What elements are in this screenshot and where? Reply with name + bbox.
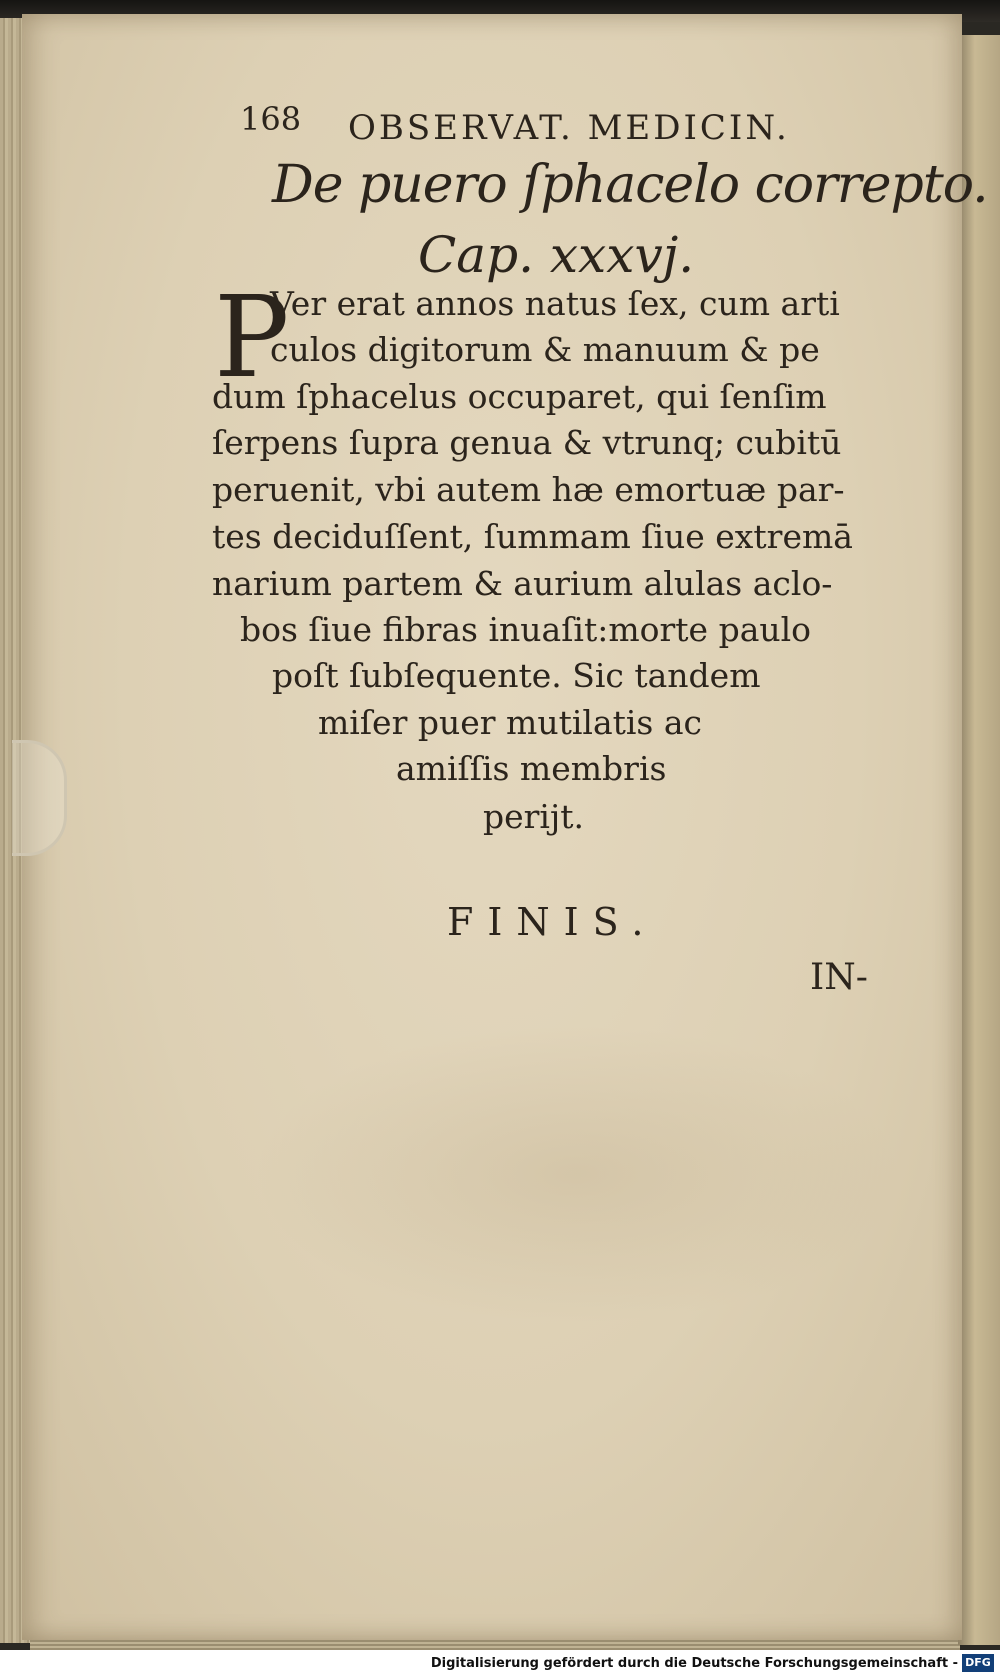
facing-page-edge [958,35,1000,1645]
body-line: bos ſiue fibras inuaſit:morte paulo [240,610,812,649]
page-clip [12,740,67,856]
chapter-number: Cap. xxxvj. [418,226,695,284]
body-line: Ver erat annos natus ſex, cum arti [270,284,840,323]
body-line: perijt. [483,797,584,836]
body-line: tes deciduſſent, ſummam ſiue extremā [212,517,853,556]
chapter-title: De puero ſphacelo correpto. [272,155,988,215]
body-line: poſt ſubſequente. Sic tandem [272,656,761,695]
body-line: amiſſis membris [396,749,667,788]
body-line: miſer puer mutilatis ac [318,703,703,742]
body-line: dum ſphacelus occuparet, qui ſenſim [212,377,827,416]
page-number: 168 [240,100,302,138]
funding-credit: Digitalisierung gefördert durch die Deutsche Forschungsgemeinschaft - [430,1656,958,1671]
body-line: peruenit, vbi autem hæ emortuæ par- [212,470,845,509]
catchword: IN- [810,957,868,998]
running-head: OBSERVAT. MEDICIN. [348,108,790,148]
drop-capital: P [214,273,290,403]
finis-mark: FINIS. [447,900,658,944]
body-line: narium partem & aurium alulas aclo- [212,564,833,603]
show-through-text [252,1024,902,1324]
body-line: culos digitorum & manuum & pe [270,330,820,369]
dfg-logo: DFG [962,1654,994,1672]
body-line: ſerpens ſupra genua & vtrunq; cubitū [212,423,842,462]
